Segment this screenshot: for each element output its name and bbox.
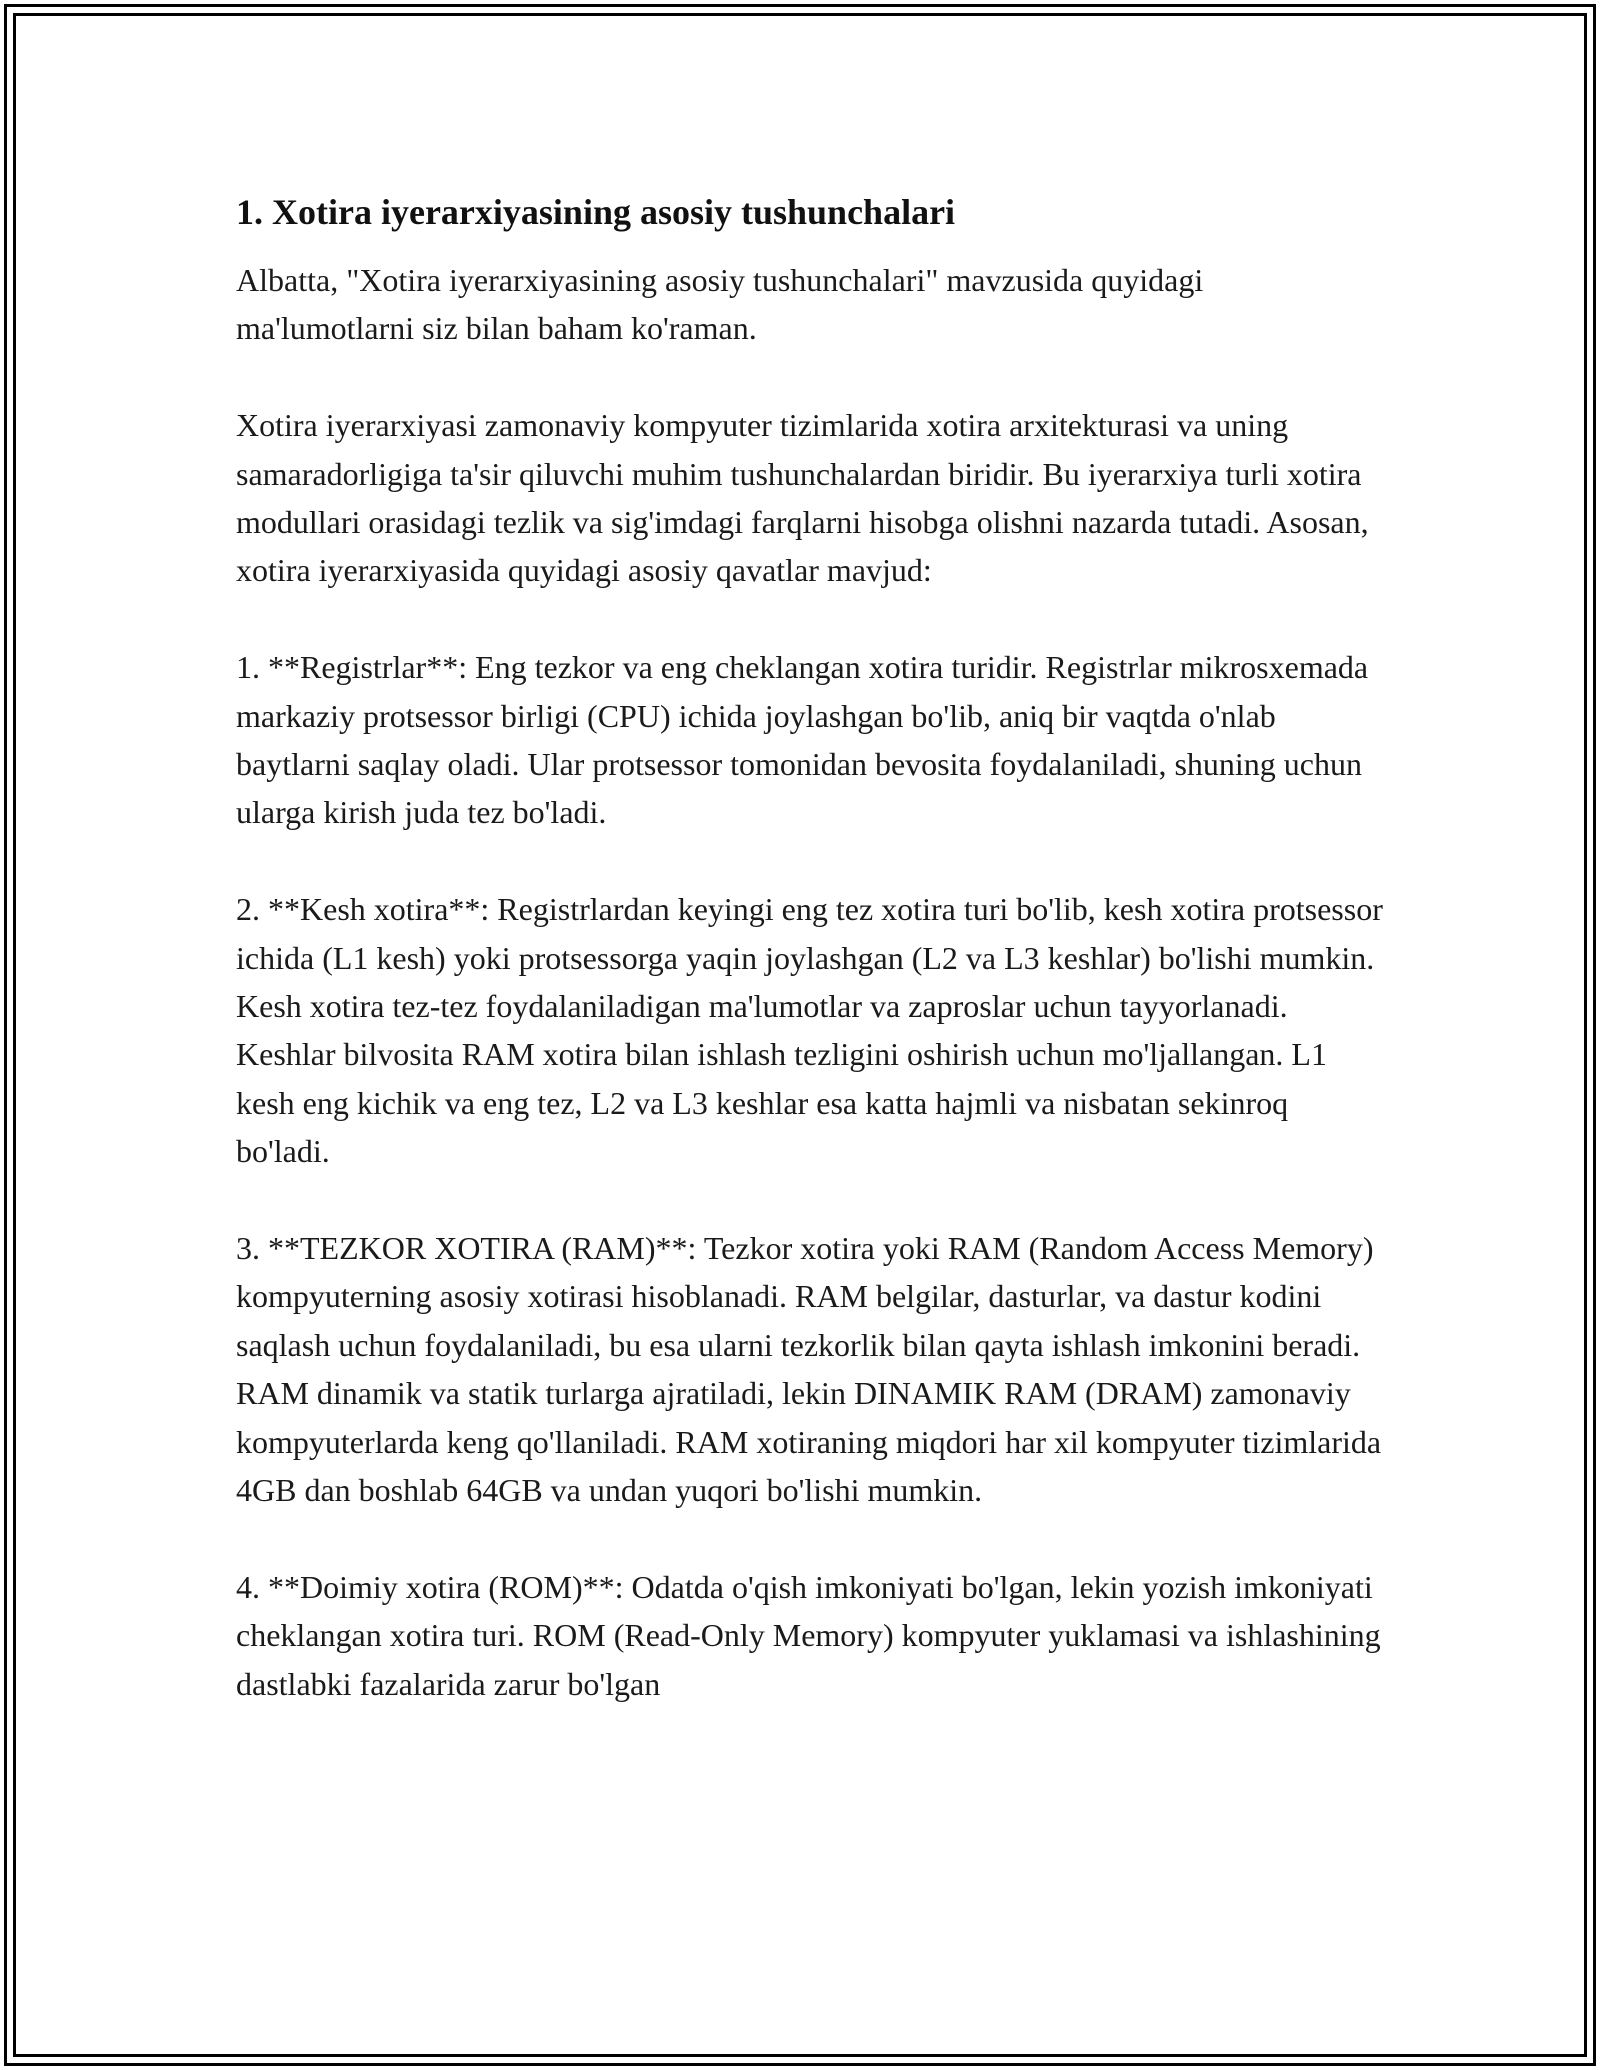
ram-paragraph: 3. **TEZKOR XOTIRA (RAM)**: Tezkor xotira yoki RAM (Random Access Memory) kompyuterning asosiy xotirasi hisoblanadi. RAM belgilar, dasturlar, va dastur kodini saqlash uchun foydalaniladi, bu esa ularni tezkorlik bilan qayta ishlash imkonini beradi. RAM dinamik va statik turlarga ajratiladi, lekin DINAMIK RAM (DRAM) zamonaviy kompyuterlarda keng qo'llaniladi. RAM xotiraning miqdori har xil kompyuter tizimlarida 4GB dan boshlab 64GB va undan yuqori bo'lishi mumkin. bbox=[236, 1230, 1382, 1509]
intro-paragraph: Albatta, "Xotira iyerarxiyasining asosiy tushunchalari" mavzusida quyidagi ma'lumotlarni siz bilan baham ko'raman. bbox=[236, 262, 1204, 347]
rom-paragraph: 4. **Doimiy xotira (ROM)**: Odatda o'qish imkoniyati bo'lgan, lekin yozish imkoniyati cheklangan xotira turi. ROM (Read-Only Memory) kompyuter yuklamasi va ishlashining dastlabki fazalarida zarur bo'lgan bbox=[236, 1568, 1381, 1702]
cache-paragraph: 2. **Kesh xotira**: Registrlardan keyingi eng tez xotira turi bo'lib, kesh xotira protsessor ichida (L1 kesh) yoki protsessorga yaqin joylashgan (L2 va L3 keshlar) bo'lishi mumkin. Kesh xotira tez-tez foydalaniladigan ma'lumotlar va zaproslar uchun tayyorlanadi. Keshlar bilvosita RAM xotira bilan ishlash tezligini oshirish uchun mo'ljallangan. L1 kesh eng kichik va eng tez, L2 va L3 keshlar esa katta hajmli va nisbatan sekinroq bo'ladi. bbox=[236, 891, 1383, 1170]
document-body bbox=[236, 188, 1386, 1708]
overview-paragraph: Xotira iyerarxiyasi zamonaviy kompyuter tizimlarida xotira arxitekturasi va uning samaradorligiga ta'sir qiluvchi muhim tushunchalardan biridir. Bu iyerarxiya turli xotira modullari orasidagi tezlik va sig'imdagi farqlarni hisobga olishni nazarda tutadi. Asosan, xotira iyerarxiyasida quyidagi asosiy qavatlar mavjud: bbox=[236, 407, 1369, 589]
registers-paragraph: 1. **Registrlar**: Eng tezkor va eng cheklangan xotira turidir. Registrlar mikrosxemada markaziy protsessor birligi (CPU) ichida joylashgan bo'lib, aniq bir vaqtda o'nlab baytlarni saqlay oladi. Ular protsessor tomonidan bevosita foydalaniladi, shuning uchun ularga kirish juda tez bo'ladi. bbox=[236, 649, 1369, 831]
section-heading: 1. Xotira iyerarxiyasining asosiy tushunchalari bbox=[236, 192, 956, 232]
